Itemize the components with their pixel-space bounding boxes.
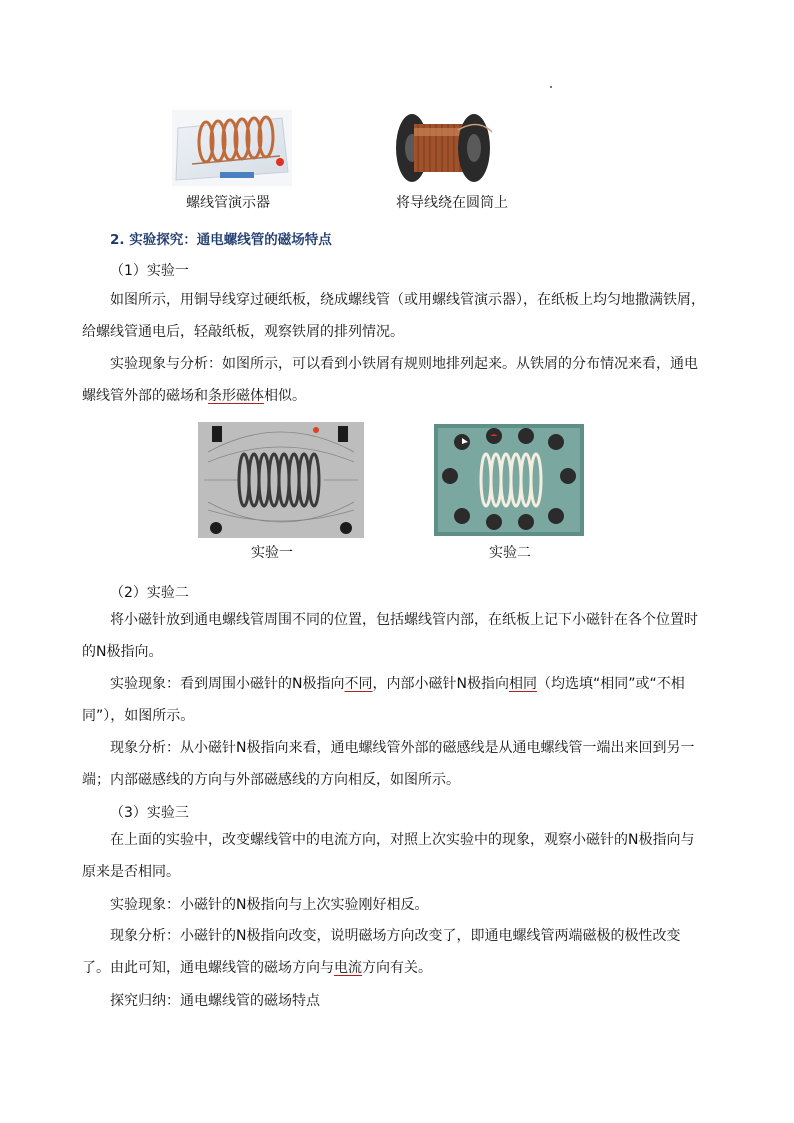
paragraph: 探究归纳：通电螺线管的磁场特点: [110, 993, 320, 1009]
stray-dot: [550, 86, 552, 88]
paragraph: 现象分析：小磁针的N极指向改变，说明磁场方向改变了，即通电螺线管两端磁极的极性改变了。由此可知，通电螺线管的磁场方向与电流方向有关。: [82, 928, 681, 976]
figure-caption: 螺线管演示器: [186, 195, 270, 211]
figure-caption: 实验二: [489, 545, 531, 561]
answer-underline: 电流: [334, 960, 362, 976]
answer-underline: 不同: [344, 676, 373, 692]
figure-caption: 实验一: [251, 545, 293, 561]
experiment-title: （3）实验三: [110, 805, 189, 821]
paragraph: 如图所示，用铜导线穿过硬纸板，绕成螺线管（或用螺线管演示器），在纸板上均匀地撒满铁屑，给螺线管通电后，轻敲纸板，观察铁屑的排列情况。: [82, 292, 705, 340]
paragraph: 实验现象：看到周围小磁针的N极指向不同，内部小磁针N极指向相同（均选填“相同”或“不相同”），如图所示。: [82, 676, 685, 724]
paragraph: 实验现象与分析：如图所示，可以看到小铁屑有规则地排列起来。从铁屑的分布情况来看，通电螺线管外部的磁场和条形磁体相似。: [82, 356, 698, 404]
paragraph: 实验现象：小磁针的N极指向与上次实验刚好相反。: [110, 897, 429, 913]
wire-on-cylinder-image: [388, 108, 498, 188]
solenoid-demonstrator-image: [172, 110, 292, 186]
answer-underline: 相同: [508, 676, 537, 692]
figure-caption: 将导线绕在圆筒上: [396, 195, 508, 211]
experiment-title: （2）实验二: [110, 585, 189, 601]
paragraph: 现象分析：从小磁针N极指向来看，通电螺线管外部的磁感线是从通电螺线管一端出来回到另一端；内部磁感线的方向与外部磁感线的方向相反，如图所示。: [82, 740, 695, 788]
experiment-title: （1）实验一: [110, 263, 189, 279]
iron-filings-photo: [198, 422, 364, 538]
paragraph: 在上面的实验中，改变螺线管中的电流方向，对照上次实验中的现象，观察小磁针的N极指向与原来是否相同。: [82, 832, 695, 880]
section-heading: 2. 实验探究：通电螺线管的磁场特点: [110, 232, 332, 248]
paragraph: 将小磁针放到通电螺线管周围不同的位置，包括螺线管内部，在纸板上记下小磁针在各个位置时的N极指向。: [82, 612, 698, 660]
answer-underline: 条形磁体: [208, 388, 264, 404]
compass-solenoid-photo: [434, 424, 584, 536]
